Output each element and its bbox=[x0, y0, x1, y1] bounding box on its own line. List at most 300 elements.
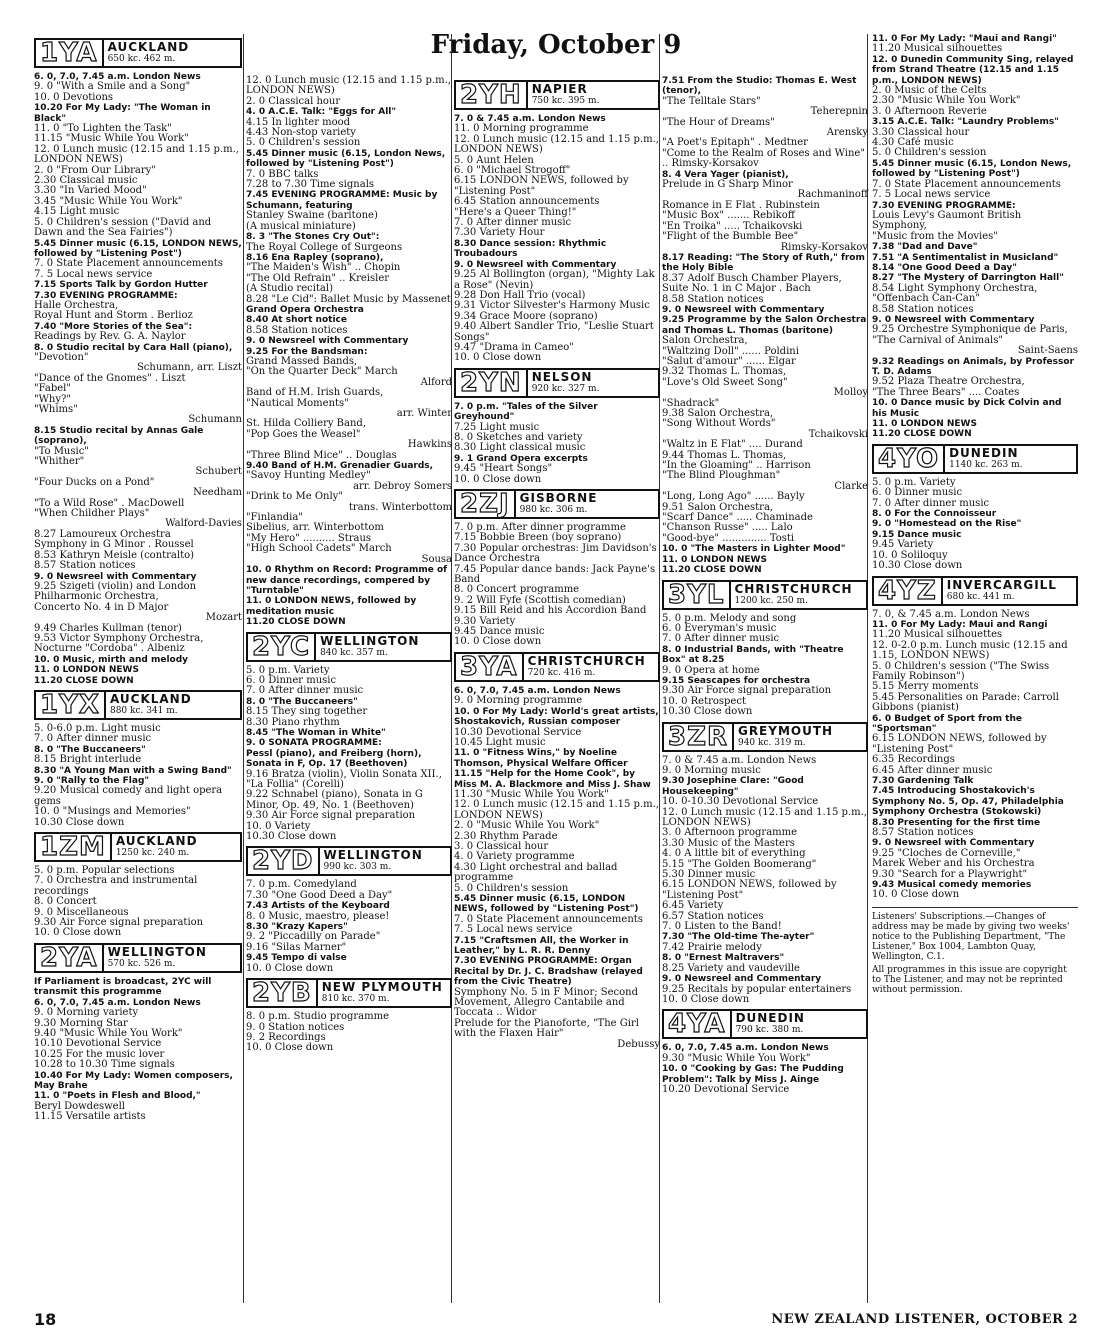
listing-2yd bbox=[246, 880, 452, 974]
programme-entry: "Music from the Movies" bbox=[872, 230, 998, 242]
programme-entry: Nocturne "Cordoba" . Albeniz bbox=[34, 643, 185, 655]
programme-entry: 9. 0 Newsreel with Commentary bbox=[662, 304, 825, 315]
programme-entry: 9.16 Bratza (violin), Violin Sonata XII., "La Follia" (Corelli) bbox=[246, 768, 442, 790]
listing-2zj bbox=[454, 523, 660, 648]
programme-entry: 2. 0 Music of the Celts bbox=[872, 85, 987, 97]
programme-entry: 7.28 to 7.30 Time signals bbox=[246, 179, 375, 191]
programme-entry: 4.15 In lighter mood bbox=[246, 116, 351, 128]
station-call-sign: 2YA bbox=[36, 945, 104, 971]
programme-entry: "Come to the Realm of Roses and Wine" .. Rimsky-Korsakov bbox=[662, 147, 865, 170]
programme-entry: 8. 0 Industrial Bands, with "Theatre Box" at 8.25 bbox=[662, 644, 844, 666]
station-frequency: 920 kc. 327 m. bbox=[531, 383, 600, 394]
programme-entry: Royal Hunt and Storm . Berlioz bbox=[34, 310, 193, 322]
station-header-2yh bbox=[454, 80, 660, 110]
programme-entry: "In the Gloaming" .. Harrison bbox=[662, 460, 811, 472]
programme-entry: Rachmaninoff bbox=[797, 189, 868, 201]
programme-entry: 7.45 Popular dance bands: Jack Payne's Band bbox=[454, 563, 656, 586]
programme-entry: 8.27 "The Mystery of Darrington Hall" bbox=[872, 273, 1064, 284]
station-call-sign: 1ZM bbox=[36, 834, 112, 860]
station-frequency: 990 kc. 303 m. bbox=[323, 862, 392, 873]
programme-entry: 11. 0 Morning programme bbox=[454, 123, 589, 135]
station-call-sign: 2YH bbox=[456, 82, 528, 108]
programme-entry: 10.20 For My Lady: "The Woman in Black" bbox=[34, 103, 211, 124]
programme-entry: 11.20 CLOSE DOWN bbox=[246, 617, 346, 628]
programme-entry: 12. 0 Lunch music (12.15 and 1.15 p.m., LONDON NEWS) bbox=[246, 75, 451, 97]
programme-entry: 7.30 EVENING PROGRAMME: bbox=[872, 200, 1016, 211]
programme-entry: 10. 0 Dance music by Dick Colvin and his Music bbox=[872, 398, 1062, 419]
programme-entry: 5.45 Dinner music (6.15, London News, followed by "Listening Post") bbox=[872, 158, 1072, 180]
programme-entry: 9. 0 Opera at home bbox=[662, 664, 760, 676]
programme-entry: 8. 0 "The Buccaneers" bbox=[246, 696, 358, 707]
programme-entry: 9.45 Dance music bbox=[454, 626, 545, 638]
programme-entry: 8. 3 "The Stones Cry Out": bbox=[246, 232, 380, 243]
programme-entry: 11.20 Musical silhouettes bbox=[872, 43, 1003, 55]
programme-entry: 10. 0 Close down bbox=[34, 927, 122, 939]
programme-entry: 11.20 Musical silhouettes bbox=[872, 629, 1003, 641]
programme-entry: 10. 0 Close down bbox=[454, 636, 542, 648]
station-header-1ya bbox=[34, 38, 242, 68]
station-header-1zm bbox=[34, 832, 242, 862]
programme-entry: "Salut d'amour" ...... Elgar bbox=[662, 355, 796, 367]
programme-entry: "Devotion" bbox=[34, 351, 89, 363]
programme-entry: 2. 0 "From Our Library" bbox=[34, 164, 156, 176]
programme-entry: 9.25 Orchestre Symphonique de Paris, bbox=[872, 324, 1068, 336]
programme-entry: (A musical miniature) bbox=[246, 220, 356, 232]
programme-entry: 8.58 Station notices bbox=[246, 324, 348, 336]
programme-entry: 8.25 Variety and vaudeville bbox=[662, 962, 800, 974]
programme-entry: Band of H.M. Irish Guards, bbox=[246, 387, 384, 399]
programme-entry: 11.15 "Help for the Home Cook", by Miss M. A. Blackmore and Miss J. Shaw bbox=[454, 769, 651, 790]
station-call-sign: 2ZJ bbox=[456, 491, 516, 517]
station-frequency: 940 kc. 319 m. bbox=[737, 737, 806, 748]
programme-entry: 5.45 Dinner music (6.15, LONDON NEWS, followed by "Listening Post") bbox=[454, 894, 639, 915]
programme-entry: 7.15 "Craftsmen All, the Worker in Leather," by L. R. R. Denny bbox=[454, 935, 629, 957]
station-city: AUCKLAND bbox=[109, 691, 192, 706]
programme-entry: "My Hero" .......... Straus bbox=[246, 532, 372, 544]
programme-entry: Grand Opera Orchestra bbox=[246, 304, 364, 315]
programme-entry: 6. 0 Everyman's music bbox=[662, 622, 777, 634]
programme-entry: 10. 0 For My Lady: World's great artists, Shostakovich, Russian composer bbox=[454, 706, 659, 728]
programme-entry: 9.30 "Search for a Playwright" bbox=[872, 868, 1028, 880]
programme-entry: 11.30 "Music While You Work" bbox=[454, 788, 609, 800]
programme-entry: "Whims" bbox=[34, 404, 78, 415]
listing-2yn bbox=[454, 402, 660, 485]
programme-entry: Salon Orchestra, bbox=[662, 335, 748, 347]
programme-entry: The Royal College of Surgeons bbox=[246, 241, 403, 253]
programme-entry: Schubert bbox=[195, 466, 242, 478]
programme-entry: 7. 0 Orchestra and instrumental recordings bbox=[34, 875, 198, 897]
programme-entry: 8.30 "A Young Man with a Swing Band" bbox=[34, 765, 232, 776]
listing-1yx bbox=[34, 724, 242, 828]
station-frequency: 1140 kc. 263 m. bbox=[949, 459, 1023, 470]
station-header-2yb bbox=[246, 978, 452, 1008]
programme-entry: "The Telltale Stars" bbox=[662, 95, 761, 107]
programme-entry: "Waltzing Doll" ...... Poldini bbox=[662, 345, 799, 357]
programme-entry: 7. 0 State Placement announcements bbox=[34, 258, 223, 270]
programme-entry: 7.43 Artists of the Keyboard bbox=[246, 901, 390, 912]
station-call-sign: 2YD bbox=[248, 848, 320, 874]
programme-entry: 9. 0 Morning variety bbox=[34, 1007, 139, 1019]
programme-entry: (A Studio recital) bbox=[246, 283, 333, 295]
programme-entry: 9.25 Recitals by popular entertainers bbox=[662, 983, 852, 995]
programme-entry: 5. 0 p.m. Variety bbox=[872, 476, 956, 488]
station-city: NELSON bbox=[531, 369, 593, 384]
programme-entry: 7.40 "More Stories of the Sea": bbox=[34, 321, 193, 332]
programme-entry: Tchaikovski bbox=[808, 428, 868, 440]
programme-entry: 10. 0 "Cooking by Gas: The Pudding Problem": Talk by Miss J. Ainge bbox=[662, 1064, 844, 1085]
programme-entry: Symphony No. 5 in F Minor; Second Movement, Allegro Cantabile and Toccata .. Widor bbox=[454, 986, 638, 1019]
programme-entry: "Finlandia" bbox=[246, 512, 303, 524]
programme-entry: 9.30 Josephine Clare: "Good Housekeeping" bbox=[662, 776, 804, 797]
programme-entry: "The Carnival of Animals" bbox=[872, 334, 1003, 346]
listing-4yo bbox=[872, 478, 1078, 572]
programme-entry: 3. 0 Afternoon Reverie bbox=[872, 105, 987, 117]
programme-entry: 5. 0 Children's session bbox=[246, 137, 361, 149]
programme-entry: 9. 2 "Piccadilly on Parade" bbox=[246, 931, 381, 943]
programme-entry: If Parliament is broadcast, 2YC will transmit this programme bbox=[34, 976, 212, 998]
programme-entry: Prelude for the Pianoforte, "The Girl with the Flaxen Hair" bbox=[454, 1017, 639, 1040]
programme-entry: 2.30 Classical music bbox=[34, 175, 138, 187]
programme-entry: Schumann bbox=[188, 414, 242, 426]
station-frequency: 570 kc. 526 m. bbox=[107, 958, 176, 969]
programme-entry: 7.30 Gardening Talk bbox=[872, 776, 974, 786]
programme-entry: Clarke bbox=[834, 480, 868, 492]
programme-entry: 8. 4 Vera Yager (pianist), bbox=[662, 169, 789, 180]
programme-entry: "The Three Bears" .... Coates bbox=[872, 386, 1020, 398]
programme-entry: 8. 0 Concert bbox=[34, 896, 97, 908]
station-header-2yc bbox=[246, 632, 452, 662]
programme-entry: 7. 0 After dinner music bbox=[872, 497, 990, 509]
programme-entry: 10.30 Devotional Service bbox=[454, 726, 582, 738]
programme-entry: 11.20 CLOSE DOWN bbox=[662, 565, 762, 576]
programme-entry: 7. 0, & 7.45 a.m. London News bbox=[872, 608, 1030, 620]
programme-entry: 3.30 Music of the Masters bbox=[662, 837, 795, 849]
station-header-4yz bbox=[872, 576, 1078, 606]
programme-entry: 9.30 Morning Star bbox=[34, 1017, 128, 1029]
programme-entry: 7. 0 After dinner music bbox=[246, 685, 364, 697]
programme-entry: 9. 0 "Homestead on the Rise" bbox=[872, 519, 1022, 530]
programme-entry: 11.20 CLOSE DOWN bbox=[34, 675, 134, 686]
programme-entry: 8.30 Piano rhythm bbox=[246, 716, 340, 728]
programme-entry: 10. 0 Retrospect bbox=[662, 695, 746, 707]
programme-entry: "Whither" bbox=[34, 456, 85, 468]
programme-entry: 8.57 Station notices bbox=[34, 560, 136, 572]
programme-entry: 3. 0 Afternoon programme bbox=[662, 827, 798, 839]
programme-entry: 7. 0 p.m. Comedyland bbox=[246, 879, 357, 891]
programme-entry: 10. 0 Close down bbox=[872, 889, 960, 901]
programme-entry: 12. 0 Lunch music (12.15 and 1.15 p.m., LONDON NEWS) bbox=[34, 143, 239, 166]
station-city: AUCKLAND bbox=[107, 40, 190, 54]
programme-entry: 9. 0 Station notices bbox=[246, 1021, 345, 1033]
programme-entry: 6. 0 "Michael Strogoff" bbox=[454, 165, 571, 177]
station-frequency: 980 kc. 306 m. bbox=[519, 505, 588, 515]
listing-2yc bbox=[246, 666, 452, 843]
programme-entry: 11. 0 LONDON NEWS bbox=[872, 419, 977, 430]
programme-entry: 8.15 Studio recital by Annas Gale (soprano), bbox=[34, 425, 204, 447]
programme-entry: 5.30 Dinner music bbox=[662, 869, 756, 881]
programme-entry: 9.32 Thomas L. Thomas, bbox=[662, 366, 787, 378]
programme-entry: "Fabel" bbox=[34, 383, 71, 395]
programme-entry: 4.15 Light music bbox=[34, 206, 120, 218]
station-city: AUCKLAND bbox=[115, 834, 198, 849]
station-frequency: 880 kc. 341 m. bbox=[109, 705, 178, 716]
programme-entry: 9.53 Victor Symphony Orchestra, bbox=[34, 632, 204, 644]
programme-entry: Readings by Rev. G. A. Naylor bbox=[34, 331, 186, 343]
station-header-3yl bbox=[662, 580, 868, 610]
programme-entry: "When Childher Plays" bbox=[34, 508, 150, 520]
programme-entry: 9. 1 Grand Opera excerpts bbox=[454, 453, 588, 464]
programme-entry: 9.47 "Drama in Cameo" bbox=[454, 341, 574, 353]
station-city: CHRISTCHURCH bbox=[734, 581, 853, 596]
programme-entry: 9.30 Air Force signal preparation bbox=[662, 685, 832, 697]
programme-entry: 3. 0 Classical hour bbox=[454, 840, 549, 852]
programme-entry: 7.15 Bobbie Breen (boy soprano) bbox=[454, 532, 622, 544]
programme-entry: 9.40 Band of H.M. Grenadier Guards, bbox=[246, 461, 434, 472]
programme-entry: 9.40 Albert Sandler Trio, "Leslie Stuart Songs" bbox=[454, 321, 654, 343]
programme-entry: "Waltz in E Flat" .... Durand bbox=[662, 439, 803, 451]
listing-4ya bbox=[662, 1043, 868, 1095]
programme-entry: 5.45 Dinner music (6.15, London News, followed by "Listening Post") bbox=[246, 148, 446, 170]
programme-entry: "Offenbach Can-Can" bbox=[872, 293, 980, 305]
programme-entry: 4. 0 A.C.E. Talk: "Eggs for All" bbox=[246, 107, 397, 118]
programme-entry: Romance in E Flat . Rubinstein bbox=[662, 199, 820, 211]
programme-entry: 6.15 LONDON NEWS, followed by "Listening Post" bbox=[872, 733, 1047, 755]
programme-entry: 8. 0 Sketches and variety bbox=[454, 431, 583, 443]
programme-entry: 8. 0 Music, maestro, please! bbox=[246, 910, 390, 922]
programme-entry: 9. 0 Newsreel with Commentary bbox=[246, 336, 409, 347]
station-header-2zj bbox=[454, 489, 660, 519]
programme-entry: 10. 0 Soliloquy bbox=[872, 549, 948, 561]
programme-entry: "On the Quarter Deck" March bbox=[246, 366, 398, 378]
programme-entry: 9.32 Readings on Animals, by Professor T. D. Adams bbox=[872, 356, 1074, 377]
programme-entry: 7.45 EVENING PROGRAMME: Music by Schumann, featuring bbox=[246, 190, 438, 211]
programme-entry: 9. 0 Morning music bbox=[662, 764, 761, 776]
programme-entry: "Flight of the Bumble Bee" bbox=[662, 231, 799, 243]
listing-2yh bbox=[454, 114, 660, 364]
programme-entry: 10. 0 Close down bbox=[454, 473, 542, 485]
programme-entry: 5.15 Merry moments bbox=[872, 681, 979, 693]
programme-entry: 7. 0 BBC talks bbox=[246, 168, 319, 180]
station-call-sign: 4YZ bbox=[874, 578, 943, 604]
programme-entry: 9. 0 Newsreel with Commentary bbox=[872, 838, 1035, 849]
programme-entry: 3.30 Classical hour bbox=[872, 126, 970, 138]
station-header-4ya bbox=[662, 1009, 868, 1039]
programme-entry: "To Music" bbox=[34, 445, 89, 457]
station-city: WELLINGTON bbox=[320, 633, 420, 648]
programme-entry: 5. 0 p.m. Popular selections bbox=[34, 865, 175, 877]
programme-entry: 6.57 Station notices bbox=[662, 910, 764, 922]
listing-1ya bbox=[34, 72, 242, 686]
programme-entry: 8.27 Lamoureux Orchestra bbox=[34, 528, 171, 540]
programme-entry: 7.25 Light music bbox=[454, 421, 540, 433]
station-city: NAPIER bbox=[531, 82, 588, 96]
programme-entry: Rimsky-Korsakov bbox=[780, 241, 868, 253]
programme-entry: "Song Without Words" bbox=[662, 418, 776, 430]
listing-3zr bbox=[662, 756, 868, 1006]
programme-entry: 9. 0 "Rally to the Flag" bbox=[34, 776, 150, 786]
programme-entry: 8.40 At short notice bbox=[246, 315, 347, 326]
column-1 bbox=[34, 34, 242, 1123]
programme-entry: 11. 0 For My Lady: Maui and Rangi bbox=[872, 619, 1048, 630]
programme-entry: 6. 0, 7.0, 7.45 a.m. London News bbox=[34, 72, 201, 82]
programme-entry: 10. 0 Close down bbox=[246, 962, 334, 974]
publication-footer: NEW ZEALAND LISTENER, OCTOBER 2 bbox=[771, 1312, 1078, 1327]
programme-entry: 11. 0 LONDON NEWS bbox=[662, 554, 767, 565]
station-call-sign: 4YA bbox=[664, 1011, 732, 1037]
programme-entry: 9.28 Don Hall Trio (vocal) bbox=[454, 289, 586, 301]
programme-entry: 6.45 After dinner music bbox=[872, 764, 993, 776]
programme-entry: "High School Cadets" March bbox=[246, 543, 392, 555]
programme-entry: 10. 0 "Musings and Memories" bbox=[34, 806, 191, 818]
programme-entry: 10. 0 Variety bbox=[246, 820, 311, 832]
programme-entry: 5. 0 p.m. Variety bbox=[246, 664, 330, 676]
programme-entry: 9. 2 Recordings bbox=[246, 1031, 326, 1043]
programme-entry: "Four Ducks on a Pond" bbox=[34, 476, 155, 488]
station-frequency: 650 kc. 462 m. bbox=[107, 54, 176, 64]
programme-entry: 10.28 to 10.30 Time signals bbox=[34, 1059, 175, 1071]
programme-entry: 7.30 Variety Hour bbox=[454, 227, 545, 239]
programme-entry: 6. 0 Budget of Sport from the "Sportsman" bbox=[872, 713, 1022, 734]
programme-entry: 9.15 Seascapes for orchestra bbox=[662, 675, 811, 686]
programme-entry: 3.45 "Music While You Work" bbox=[34, 195, 183, 207]
programme-entry: 9. 0 Newsreel with Commentary bbox=[872, 314, 1035, 325]
programme-entry: 6. 0 Dinner music bbox=[872, 487, 963, 499]
programme-entry: 10. 0 Music, mirth and melody bbox=[34, 654, 189, 665]
programme-entry: 11.20 CLOSE DOWN bbox=[872, 429, 972, 440]
programme-entry: 9.43 Musical comedy memories bbox=[872, 880, 1032, 891]
station-call-sign: 1YA bbox=[36, 40, 104, 66]
programme-entry: 10.30 Close down bbox=[662, 706, 753, 718]
programme-entry: 7. 0 & 7.45 a.m. London News bbox=[662, 754, 817, 766]
column-2 bbox=[246, 76, 452, 1054]
programme-entry: 4. 0 A little bit of everything bbox=[662, 848, 806, 860]
station-header-3zr bbox=[662, 722, 868, 752]
programme-entry: 8.16 Ena Rapley (soprano), bbox=[246, 252, 384, 263]
station-frequency: 750 kc. 395 m. bbox=[531, 96, 600, 106]
programme-entry: 10. 0-10.30 Devotional Service bbox=[662, 796, 819, 808]
programme-entry: 10. 0 Devotions bbox=[34, 91, 114, 103]
programme-entry: 11. 0 "Fitness Wins," by Noeline Thomson, Physical Welfare Officer bbox=[454, 748, 628, 769]
programme-entry: 8. 0 Concert programme bbox=[454, 584, 580, 596]
programme-entry: 10. 0 "The Masters in Lighter Mood" bbox=[662, 544, 846, 555]
programme-entry: 10.45 Light music bbox=[454, 736, 546, 748]
programme-entry: 7. 0 State Placement announcements bbox=[454, 913, 643, 925]
station-frequency: 840 kc. 357 m. bbox=[320, 647, 388, 658]
programme-entry: 8.30 "Krazy Kapers" bbox=[246, 922, 348, 933]
programme-entry: 9.25 For the Bandsman: bbox=[246, 346, 368, 357]
programme-entry: "Shadrack" bbox=[662, 397, 720, 409]
programme-entry: "To a Wild Rose" . MacDowell bbox=[34, 497, 185, 509]
programme-entry: 7.30 Popular orchestras: Jim Davidson's Dance Orchestra bbox=[454, 542, 657, 565]
programme-entry: 7. 0 & 7.45 a.m. London News bbox=[454, 114, 606, 124]
programme-entry: "Savoy Hunting Medley" bbox=[246, 470, 371, 482]
station-call-sign: 2YN bbox=[456, 370, 528, 396]
programme-entry: 10.30 Close down bbox=[246, 831, 337, 843]
programme-entry: 6.15 LONDON NEWS, followed by "Listening Post" bbox=[662, 879, 837, 901]
station-call-sign: 2YB bbox=[248, 980, 318, 1006]
programme-entry: Prelude in G Sharp Minor bbox=[662, 179, 793, 191]
programme-entry: 9. 0 Morning programme bbox=[454, 695, 583, 707]
programme-entry: 9.34 Grace Moore (soprano) bbox=[454, 310, 598, 322]
programme-entry: 7. 0 State Placement announcements bbox=[872, 178, 1061, 190]
programme-entry: Marek Weber and his Orchestra bbox=[872, 858, 1035, 870]
programme-entry: trans. Winterbottom bbox=[348, 501, 452, 513]
programme-entry: "The Maiden's Wish" .. Chopin bbox=[246, 262, 401, 274]
programme-entry: 5. 0 p.m. Melody and song bbox=[662, 612, 797, 624]
programme-entry: 9.44 Thomas L. Thomas, bbox=[662, 449, 787, 461]
programme-entry: 8.54 Light Symphony Orchestra, bbox=[872, 282, 1038, 294]
programme-entry: 9. 0 Newsreel with Commentary bbox=[34, 571, 197, 582]
programme-entry: Hawkins bbox=[407, 439, 452, 451]
programme-entry: Arensky bbox=[826, 127, 868, 139]
station-city: WELLINGTON bbox=[323, 848, 423, 863]
programme-entry: 3.15 A.C.E. Talk: "Laundry Problems" bbox=[872, 117, 1059, 128]
programme-entry: 4.30 Café music bbox=[872, 137, 954, 149]
programme-entry: 9. 2 Will Fyfe (Scottish comedian) bbox=[454, 594, 626, 606]
programme-entry: 8. 0 "Ernest Maltravers" bbox=[662, 953, 785, 964]
programme-entry: 7. 0 p.m. "Tales of the Silver Greyhound" bbox=[454, 401, 598, 423]
programme-entry: 9.30 Variety bbox=[454, 615, 516, 627]
programme-entry: 9.25 "Cloches de Corneville," bbox=[872, 847, 1021, 859]
programme-entry: 7.42 Prairie melody bbox=[662, 941, 762, 953]
programme-entry: 5. 0 Children's session bbox=[454, 882, 569, 894]
programme-entry: "Why?" bbox=[34, 393, 71, 405]
programme-entry: 7. 0 Listen to the Band! bbox=[662, 921, 782, 933]
programme-entry: 2.30 "Music While You Work" bbox=[872, 95, 1021, 107]
programme-entry: "Scarf Dance" ..... Chaminade bbox=[662, 512, 813, 524]
programme-entry: 10.30 Close down bbox=[34, 816, 125, 828]
station-header-1yx bbox=[34, 690, 242, 720]
column-rule bbox=[243, 34, 244, 1303]
station-city: DUNEDIN bbox=[735, 1011, 805, 1026]
programme-entry: 9.25 Al Bollington (organ), "Mighty Lak a Rose" (Nevin) bbox=[454, 269, 655, 291]
station-header-2yd bbox=[246, 846, 452, 876]
programme-entry: "Three Blind Mice" .. Douglas bbox=[246, 449, 397, 461]
programme-entry: 12. 0 Dunedin Community Sing, relayed from Strand Theatre (12.15 and 1.15 p.m., LONDON NEWS) bbox=[872, 54, 1074, 86]
programme-entry: 10. 0 Close down bbox=[662, 993, 750, 1005]
station-header-3ya bbox=[454, 652, 660, 682]
programme-entry: 9. 0 "With a Smile and a Song" bbox=[34, 81, 191, 93]
programme-entry: 12. 0 Lunch music (12.15 and 1.15 p.m., LONDON NEWS) bbox=[454, 133, 659, 156]
programme-entry: 6. 0 Dinner music bbox=[246, 674, 337, 686]
station-frequency: 810 kc. 370 m. bbox=[321, 994, 390, 1005]
programme-entry: 9.45 Variety bbox=[872, 539, 934, 551]
programme-entry: 7.51 From the Studio: Thomas E. West (tenor), bbox=[662, 76, 857, 97]
programme-entry: 9.25 Programme by the Salon Orchestra and Thomas L. Thomas (baritone) bbox=[662, 315, 867, 336]
programme-entry: Sousa bbox=[421, 553, 452, 565]
programme-entry: 8.17 Reading: "The Story of Ruth," from the Holy Bible bbox=[662, 252, 865, 274]
programme-entry: Sibelius, arr. Winterbottom bbox=[246, 522, 384, 534]
listing-4yz bbox=[872, 610, 1078, 901]
programme-entry: 7.30 EVENING PROGRAMME: bbox=[34, 290, 178, 301]
station-call-sign: 1YX bbox=[36, 692, 106, 718]
programme-entry: Needham bbox=[193, 487, 242, 499]
programme-entry: Suite No. 1 in C Major . Bach bbox=[662, 283, 811, 295]
station-call-sign: 3YA bbox=[456, 654, 524, 680]
station-call-sign: 3YL bbox=[664, 582, 731, 608]
programme-entry: "The Hour of Dreams" bbox=[662, 116, 775, 128]
programme-entry: 11. 0 LONDON NEWS bbox=[34, 665, 139, 676]
programme-entry: 8. 0 For the Connoisseur bbox=[872, 509, 997, 520]
programme-entry: 7. 0 After dinner music bbox=[454, 217, 572, 229]
programme-entry: 9.30 Air Force signal preparation bbox=[246, 810, 416, 822]
listing-1zm bbox=[34, 866, 242, 939]
programme-entry: 8. 0 p.m. Studio programme bbox=[246, 1011, 390, 1023]
programme-entry: 10.10 Devotional Service bbox=[34, 1038, 162, 1050]
programme-entry: 7.30 "The Old-time The-ayter" bbox=[662, 932, 815, 943]
programme-entry: 9.40 "Music While You Work" bbox=[34, 1027, 183, 1039]
programme-entry: Teherepnin bbox=[810, 106, 868, 118]
